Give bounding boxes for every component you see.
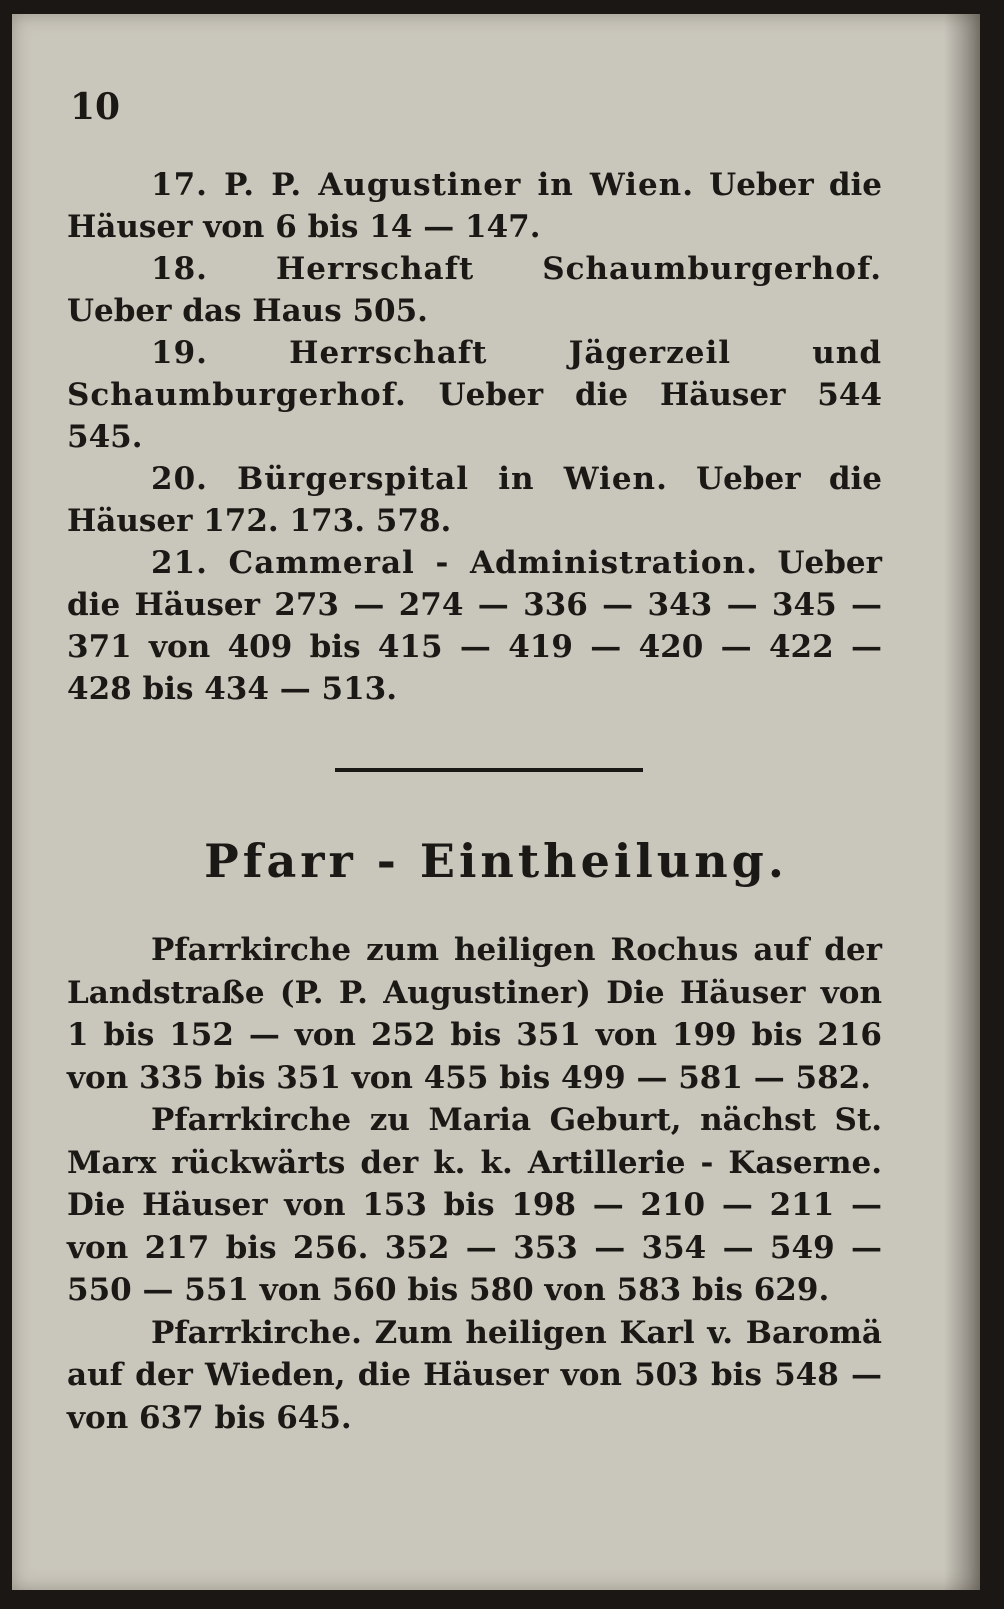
entry-heading: 19. Herrschaft Jägerzeil und Schaumburgerhof.	[67, 335, 882, 413]
entry-heading: 21. Cammeral - Administration.	[151, 545, 758, 581]
list-item	[67, 542, 882, 710]
entry-heading: 20. Bürgerspital in Wien.	[151, 461, 668, 497]
entry-body: Ueber das Haus 505.	[67, 293, 428, 329]
book-page	[12, 14, 980, 1590]
entry-body: Ueber die Häuser 273 — 274 — 336 — 343 — 345 — 371 von 409 bis 415 — 419 — 420 — 422 — 428 bis 434 — 513.	[67, 545, 882, 707]
list-item	[67, 458, 882, 542]
entry-body: Ueber die Häuser von 6 bis 14 — 147.	[67, 167, 882, 245]
entry-heading: 18. Herrschaft Schaumburgerhof.	[151, 251, 882, 287]
page-gutter-shadow	[944, 14, 980, 1590]
section-title: Pfarr - Eintheilung.	[204, 834, 788, 888]
parish-list	[67, 929, 882, 1439]
jurisdiction-list	[67, 164, 882, 710]
list-item: Pfarrkirche zum heiligen Rochus auf der Landstraße (P. P. Augustiner) Die Häuser von 1 bis 152 — von 252 bis 351 von 199 bis 216 von 335 bis 351 von 455 bis 499 — 581 — 582.	[67, 932, 882, 1096]
entry-heading: 17. P. P. Augustiner in Wien.	[151, 167, 695, 203]
list-item	[67, 164, 882, 248]
list-item	[67, 332, 882, 458]
entry-body: Ueber die Häuser 544 545.	[67, 377, 882, 455]
list-item: Pfarrkirche zu Maria Geburt, nächst St. Marx rückwärts der k. k. Artillerie - Kaserne. Die Häuser von 153 bis 198 — 210 — 211 — von 217 bis 256. 352 — 353 — 354 — 549 — 550 — 551 von 560 bis 580 von 583 bis 629.	[67, 1102, 882, 1308]
list-item: Pfarrkirche. Zum heiligen Karl v. Baromä auf der Wieden, die Häuser von 503 bis 548 — von 637 bis 645.	[67, 1314, 882, 1436]
list-item	[67, 248, 882, 332]
page-number: 10	[70, 86, 121, 128]
entry-body: Ueber die Häuser 172. 173. 578.	[67, 461, 882, 539]
section-divider	[335, 768, 643, 772]
